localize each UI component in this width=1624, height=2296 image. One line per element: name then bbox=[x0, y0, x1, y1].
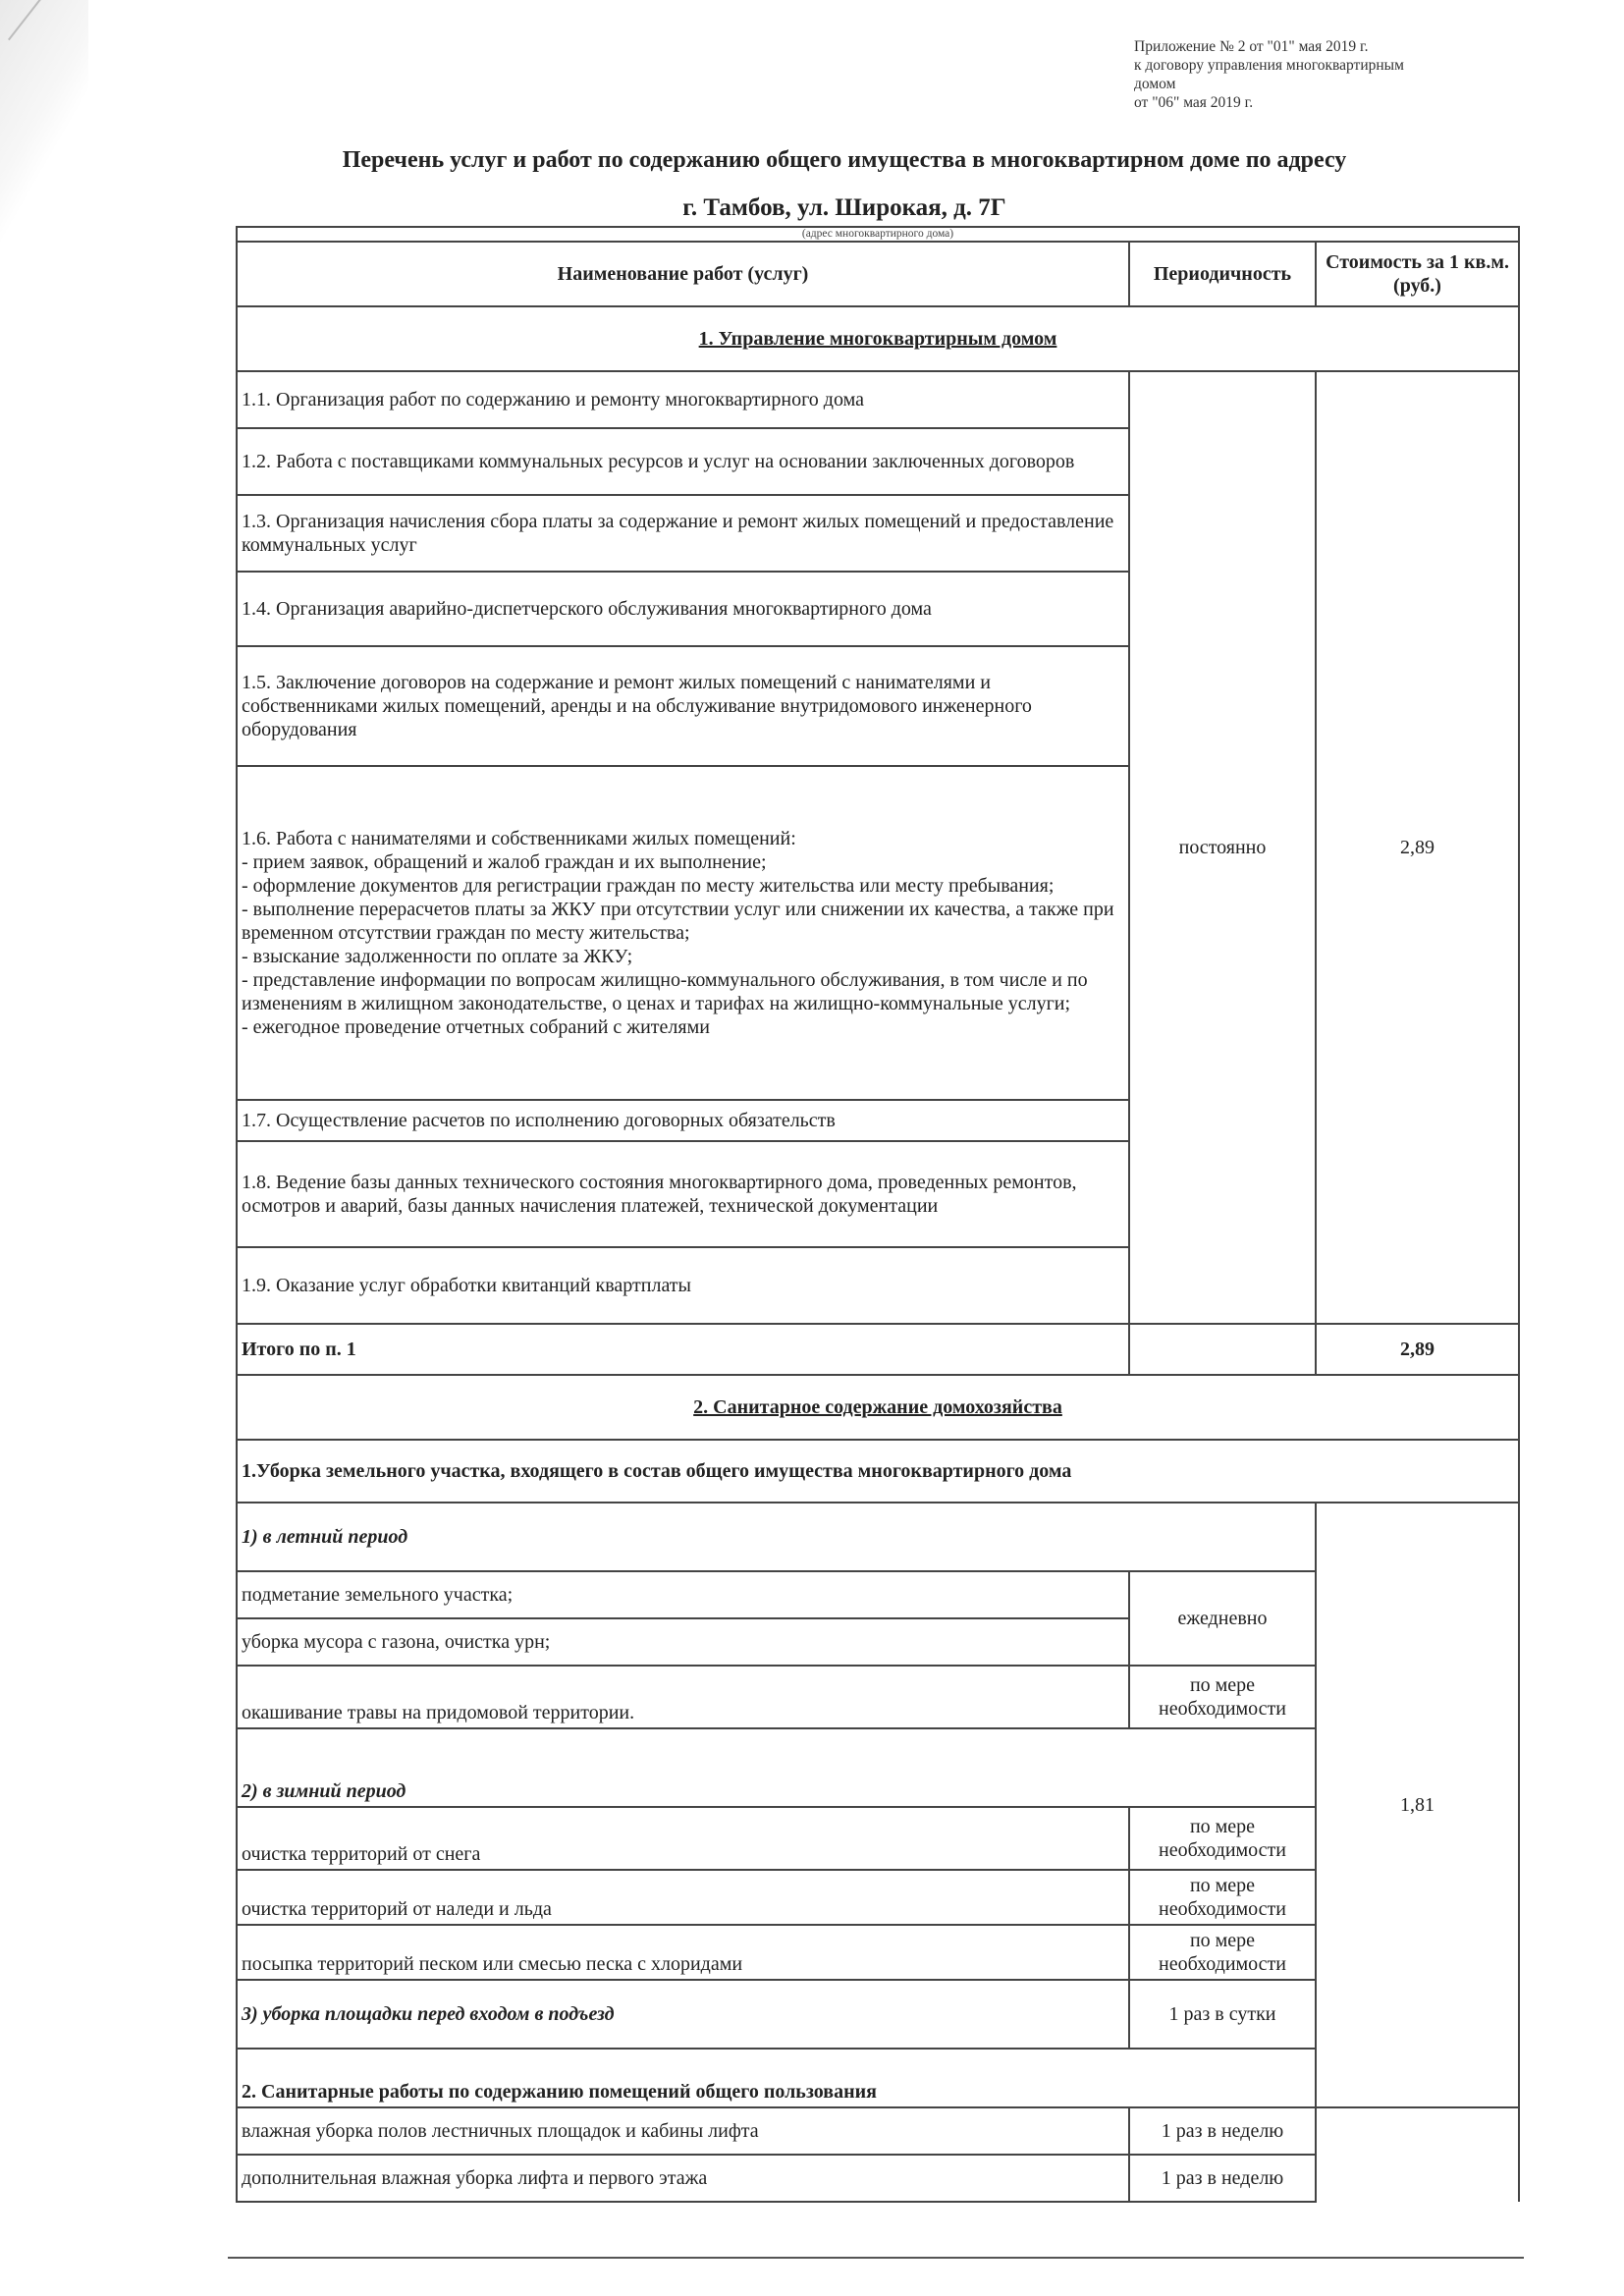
subsection-row bbox=[237, 1440, 1519, 1503]
s1-item-5: 1.5. Заключение договоров на содержание и ремонт жилых помещений с нанимателями и собственниками жилых помещений, аренды и на обслуживание внутридомового инженерного оборудования bbox=[237, 646, 1129, 766]
section2-row bbox=[237, 1375, 1519, 1440]
s2-as-needed: по мере необходимости bbox=[1129, 1807, 1316, 1870]
s1-item-6-line: - представление информации по вопросам жилищно-коммунального обслуживания, в том числе и по изменениям в жилищном законодательстве, о ценах и тарифах на жилищно-коммунальные услуги; bbox=[242, 969, 1088, 1014]
s2-entrance: 3) уборка площадки перед входом в подъезд bbox=[237, 1980, 1129, 2049]
header-period: Периодичность bbox=[1129, 242, 1316, 306]
s1-item-6-line: - ежегодное проведение отчетных собраний с жителями bbox=[242, 1016, 710, 1038]
annex-line-3: домом bbox=[1134, 76, 1176, 92]
s2-summer-item-1: подметание земельного участка; bbox=[237, 1571, 1129, 1618]
total-row bbox=[237, 1324, 1519, 1375]
address-note: (адрес многоквартирного дома) bbox=[237, 227, 1519, 242]
s1-item-6-line: - прием заявок, обращений и жалоб граждан и их выполнение; bbox=[242, 851, 767, 873]
s2-winter-item-1: очистка территорий от снега bbox=[237, 1807, 1129, 1870]
section1-title: 1. Управление многоквартирным домом bbox=[237, 306, 1519, 371]
header-name: Наименование работ (услуг) bbox=[237, 242, 1129, 306]
s2-summer-item-2: уборка мусора с газона, очистка урн; bbox=[237, 1618, 1129, 1666]
s1-item-6-title: 1.6. Работа с нанимателями и собственниками жилых помещений: bbox=[242, 828, 796, 849]
s1-item-1: 1.1. Организация работ по содержанию и ремонту многоквартирного дома bbox=[237, 371, 1129, 428]
s2-as-needed: по мере необходимости bbox=[1129, 1925, 1316, 1980]
document-address: г. Тамбов, ул. Широкая, д. 7Г bbox=[682, 194, 1006, 221]
s2-common-cost bbox=[1316, 2107, 1519, 2202]
s1-item-2: 1.2. Работа с поставщиками коммунальных ресурсов и услуг на основании заключенных договоров bbox=[237, 428, 1129, 495]
s2-cost: 1,81 bbox=[1316, 1503, 1519, 2107]
services-table bbox=[236, 226, 1520, 2203]
table-row bbox=[237, 371, 1519, 428]
s2-sub2: 2. Санитарные работы по содержанию помещений общего пользования bbox=[237, 2049, 1316, 2107]
period-row bbox=[237, 1503, 1519, 1571]
bottom-rule bbox=[228, 2257, 1524, 2259]
s1-total-value: 2,89 bbox=[1316, 1324, 1519, 1375]
s1-item-3: 1.3. Организация начисления сбора платы за содержание и ремонт жилых помещений и предоставление коммунальных услуг bbox=[237, 495, 1129, 572]
s2-daily: ежедневно bbox=[1129, 1571, 1316, 1666]
document-title: Перечень услуг и работ по содержанию общего имущества в многоквартирном доме по адресу bbox=[342, 147, 1347, 173]
section2-title: 2. Санитарное содержание домохозяйства bbox=[237, 1375, 1519, 1440]
annex-line-4: от "06" мая 2019 г. bbox=[1134, 94, 1254, 111]
s2-as-needed: по мере необходимости bbox=[1129, 1870, 1316, 1925]
s1-item-6 bbox=[237, 766, 1129, 1100]
s2-once-week: 1 раз в неделю bbox=[1129, 2107, 1316, 2155]
s2-common-item-1: влажная уборка полов лестничных площадок и кабины лифта bbox=[237, 2107, 1129, 2155]
page-fold-shadow bbox=[0, 0, 88, 255]
s1-item-6-line: - взыскание задолженности по оплате за ЖКУ; bbox=[242, 946, 633, 967]
s2-winter: 2) в зимний период bbox=[237, 1728, 1316, 1807]
s1-item-8: 1.8. Ведение базы данных технического состояния многоквартирного дома, проведенных ремонтов, осмотров и аварий, базы данных начисления платежей, технической документации bbox=[237, 1141, 1129, 1247]
annex-line-2: к договору управления многоквартирным bbox=[1134, 57, 1404, 74]
s1-item-4: 1.4. Организация аварийно-диспетчерского обслуживания многоквартирного дома bbox=[237, 572, 1129, 646]
s1-total-label: Итого по п. 1 bbox=[237, 1324, 1129, 1375]
s2-winter-item-2: очистка территорий от наледи и льда bbox=[237, 1870, 1129, 1925]
s2-winter-item-3: посыпка территорий песком или смесью песка с хлоридами bbox=[237, 1925, 1129, 1980]
header-cost: Стоимость за 1 кв.м. (руб.) bbox=[1316, 242, 1519, 306]
s1-item-9: 1.9. Оказание услуг обработки квитанций квартплаты bbox=[237, 1247, 1129, 1324]
s2-sub1: 1.Уборка земельного участка, входящего в состав общего имущества многоквартирного дома bbox=[237, 1440, 1519, 1503]
s1-item-6-line: - выполнение перерасчетов платы за ЖКУ при отсутствии услуг или снижении их качества, а также при временном отсутствии граждан по месту жительства; bbox=[242, 899, 1114, 944]
s1-total-period bbox=[1129, 1324, 1316, 1375]
s2-summer: 1) в летний период bbox=[237, 1503, 1316, 1571]
address-note-row bbox=[237, 227, 1519, 242]
section1-row bbox=[237, 306, 1519, 371]
annex-note bbox=[1134, 37, 1527, 112]
table-row bbox=[237, 2107, 1519, 2155]
s2-common-item-2: дополнительная влажная уборка лифта и первого этажа bbox=[237, 2155, 1129, 2202]
s1-item-7: 1.7. Осуществление расчетов по исполнению договорных обязательств bbox=[237, 1100, 1129, 1141]
s1-period: постоянно bbox=[1129, 371, 1316, 1324]
s2-once-week: 1 раз в неделю bbox=[1129, 2155, 1316, 2202]
annex-line-1: Приложение № 2 от "01" мая 2019 г. bbox=[1134, 38, 1369, 55]
s2-once-day: 1 раз в сутки bbox=[1129, 1980, 1316, 2049]
s1-cost: 2,89 bbox=[1316, 371, 1519, 1324]
s2-as-needed: по мере необходимости bbox=[1129, 1666, 1316, 1728]
s1-item-6-line: - оформление документов для регистрации граждан по месту жительства или месту пребывания; bbox=[242, 875, 1055, 897]
s2-summer-item-3: окашивание травы на придомовой территории. bbox=[237, 1666, 1129, 1728]
header-row bbox=[237, 242, 1519, 306]
